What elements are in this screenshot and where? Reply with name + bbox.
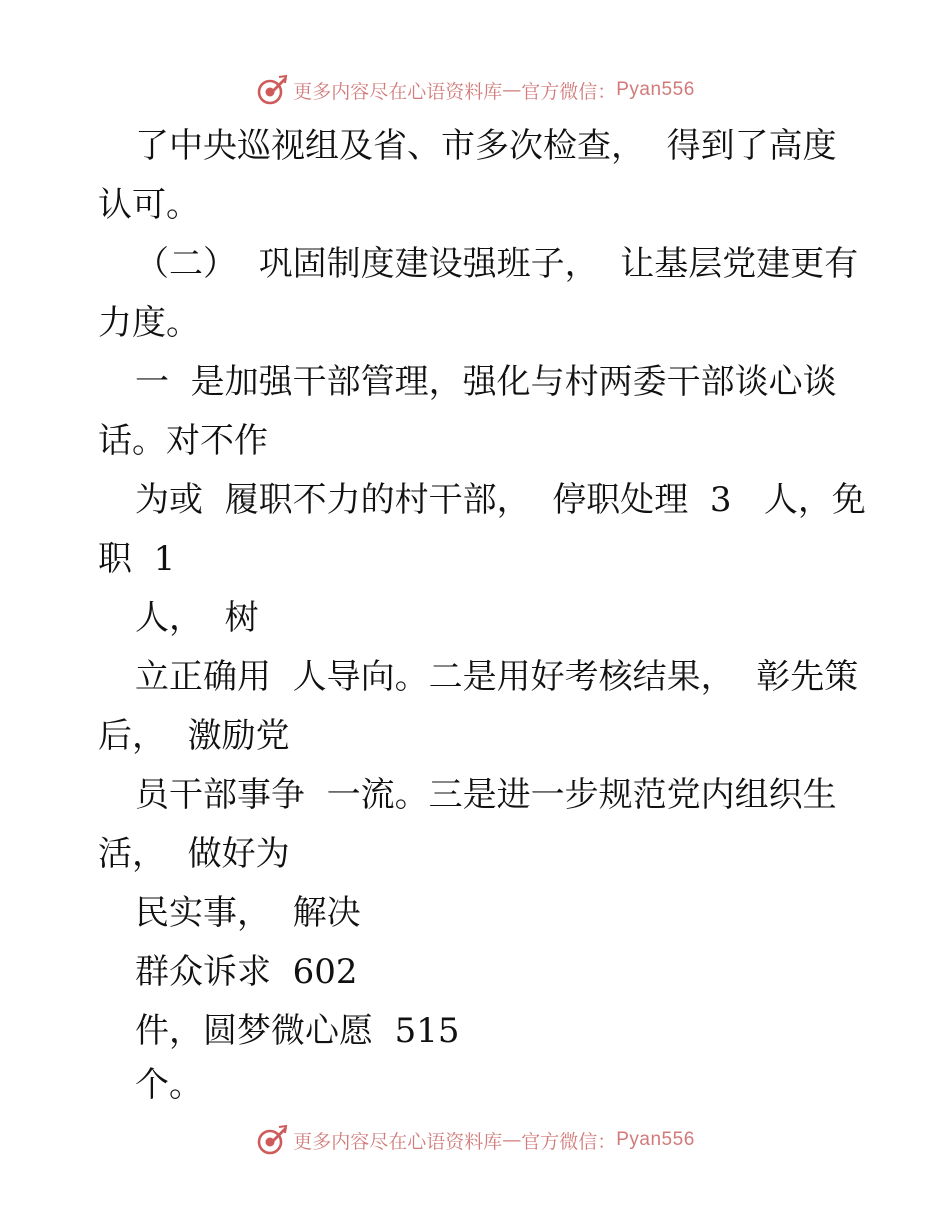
watermark-label: 官方微信： xyxy=(521,1130,617,1153)
watermark-separator: — xyxy=(502,79,522,101)
body-line: 一 是加强干部管理，强化与村两委干部谈心谈 xyxy=(135,362,837,402)
body-line: 立正确用 人导向。二是用好考核结果， 彰先策 xyxy=(135,657,859,697)
body-line: 力度。 xyxy=(98,303,200,343)
quill-pen-logo-icon xyxy=(255,73,289,107)
body-line: 话。对不作 xyxy=(98,421,268,461)
body-line: （二） 巩固制度建设强班子， 让基层党建更有 xyxy=(135,244,859,284)
watermark-wechat: Pyan556 xyxy=(616,79,695,100)
body-line: 人， 树 xyxy=(135,598,259,638)
body-line: 员干部事争 一流。三是进一步规范党内组织生 xyxy=(135,775,837,815)
watermark-wechat: Pyan556 xyxy=(616,1129,695,1150)
body-line: 民实事， 解决 xyxy=(135,893,361,933)
body-line: 后， 激励党 xyxy=(98,716,290,756)
body-line: 了中央巡视组及省、市多次检查， 得到了高度 xyxy=(135,126,837,166)
body-line: 活， 做好为 xyxy=(98,834,290,874)
body-line: 群众诉求 602 xyxy=(135,952,358,992)
body-line: 件，圆梦微心愿 515 xyxy=(135,1011,460,1051)
body-line: 为或 履职不力的村干部， 停职处理 3 人，免 xyxy=(135,480,866,520)
watermark-text: 更多内容尽在心语资料库 xyxy=(293,1130,503,1153)
watermark-banner-top xyxy=(0,70,950,110)
watermark-label: 官方微信： xyxy=(521,80,617,103)
body-line: 认可。 xyxy=(98,185,200,225)
body-line: 职 1 xyxy=(98,539,176,579)
watermark-banner-bottom xyxy=(0,1120,950,1160)
watermark-separator: — xyxy=(502,1129,522,1151)
watermark-text: 更多内容尽在心语资料库 xyxy=(293,80,503,103)
body-line: 个。 xyxy=(135,1065,203,1105)
quill-pen-logo-icon xyxy=(255,1123,289,1157)
